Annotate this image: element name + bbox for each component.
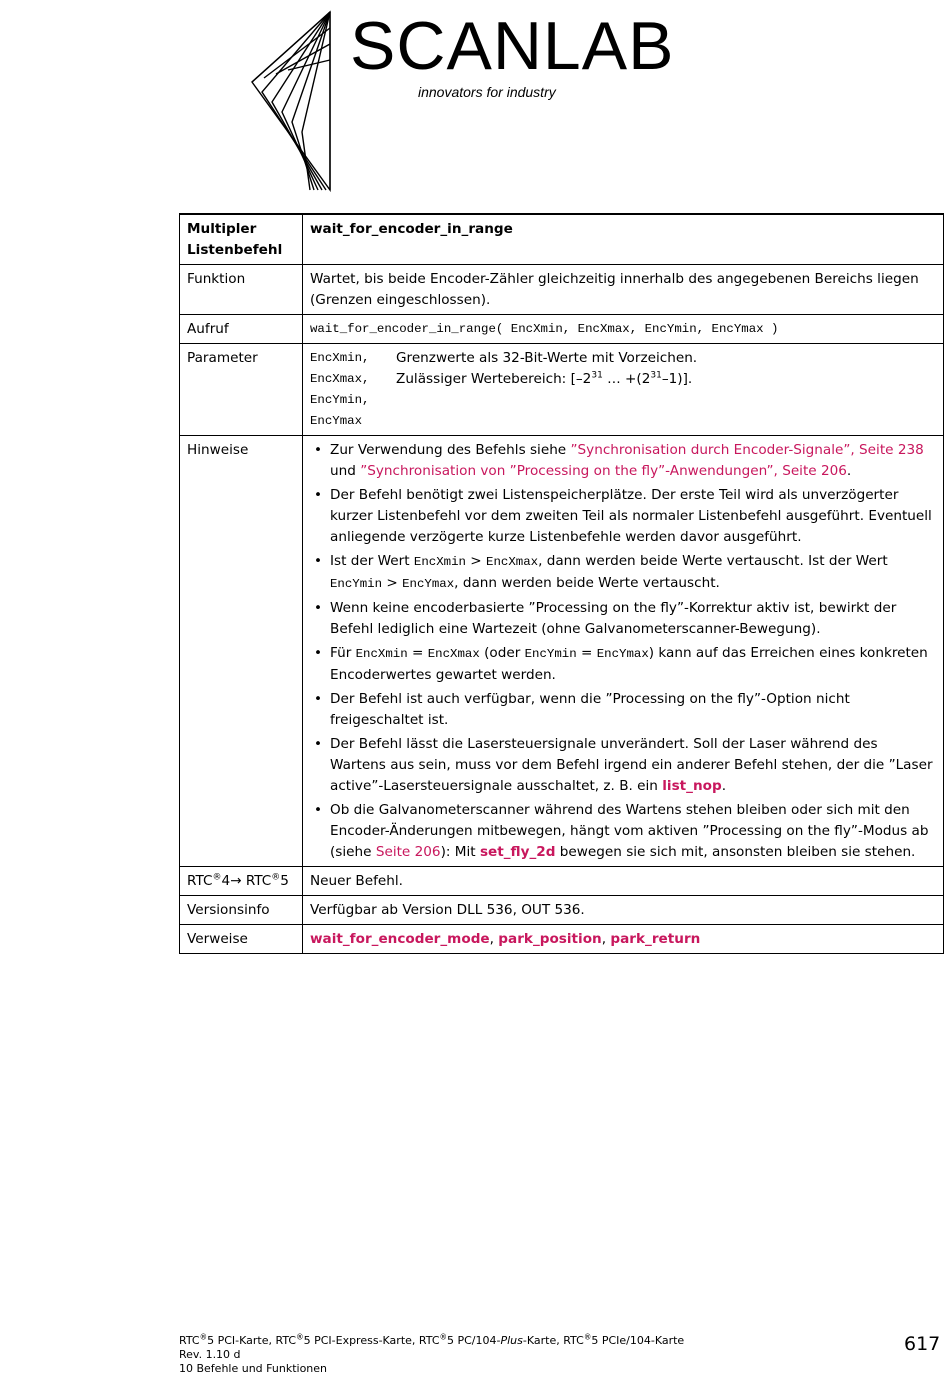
param-encymin: EncYmin, (310, 393, 370, 407)
bullet-icon: • (314, 645, 323, 661)
note-text: . (846, 463, 852, 479)
footer-product-line (179, 1334, 684, 1348)
registered-mark: ® (439, 1332, 447, 1342)
versionsinfo-value: Verfügbar ab Version DLL 536, OUT 536. (303, 896, 944, 925)
rtc-text: RTC (187, 873, 213, 889)
footer-text-italic: Plus (500, 1334, 523, 1347)
hinweise-value (303, 436, 944, 867)
funktion-value: Wartet, bis beide Encoder-Zähler gleichzeitig innerhalb des angegebenen Bereichs liegen (Grenzen eingeschlossen). (303, 265, 944, 315)
code-encxmax: EncXmax (486, 555, 539, 569)
note-text: = (576, 645, 597, 661)
code-encxmax: EncXmax (427, 647, 480, 661)
aufruf-label: Aufruf (180, 315, 303, 344)
footer-text: 5 PCI-Express-Karte, RTC (303, 1334, 440, 1347)
note-text: Der Befehl lässt die Lasersteuersignale unverändert. Soll der Laser während des Wartens aus sein, muss vor dem Befehl irgend ein anderer Befehl stehen, der die ”Laser active”-Lasersteuersignale ausschaltet, z. B. ein (330, 736, 933, 794)
bullet-icon: • (314, 553, 323, 569)
footer-text: 5 PCIe/104-Karte (591, 1334, 685, 1347)
range-exponent-2: 31 (650, 370, 662, 381)
link-set-fly-2d[interactable]: set_fly_2d (479, 844, 556, 860)
verweise-value (303, 925, 944, 954)
rtc-text: 4→ RTC (221, 873, 272, 889)
code-encymax: EncYmax (402, 577, 455, 591)
link-list-nop[interactable]: list_nop (662, 778, 722, 794)
code-encymax: EncYmax (596, 647, 649, 661)
bullet-icon: • (314, 487, 323, 503)
command-name: wait_for_encoder_in_range (303, 214, 944, 265)
link-seite-206[interactable]: Seite 206 (375, 844, 441, 860)
parameter-label: Parameter (180, 344, 303, 436)
link-wait-for-encoder-mode[interactable]: wait_for_encoder_mode (310, 931, 490, 947)
param-encxmax: EncXmax, (310, 372, 370, 386)
bullet-icon: • (314, 802, 323, 818)
note-text: > (465, 553, 487, 569)
code-encxmin: EncXmin (413, 555, 466, 569)
note-item (310, 734, 937, 797)
note-text: , dann werden beide Werte vertauscht. Ist der Wert (538, 553, 888, 569)
row-rtc-migration (180, 867, 944, 896)
note-text: . (721, 778, 727, 794)
range-text-c: –1)]. (661, 371, 693, 387)
footer-revision: Rev. 1.10 d (179, 1348, 241, 1361)
param-encxmin: EncXmin, (310, 351, 370, 365)
page-footer (179, 1334, 684, 1376)
footer-text: -Karte, RTC (522, 1334, 584, 1347)
row-aufruf (180, 315, 944, 344)
separator: , (601, 931, 611, 947)
registered-mark: ® (271, 872, 281, 883)
footer-chapter: 10 Befehle und Funktionen (179, 1362, 328, 1375)
note-text: , dann werden beide Werte vertauscht. (454, 575, 720, 591)
note-text: Für (330, 645, 356, 661)
range-exponent-1: 31 (591, 370, 603, 381)
note-text: > (382, 575, 403, 591)
note-item (310, 689, 937, 731)
note-text: = (407, 645, 428, 661)
bullet-icon: • (314, 736, 323, 752)
note-text: Ist der Wert (330, 553, 414, 569)
code-encxmin: EncXmin (355, 647, 408, 661)
link-synchronisation-processing-on-the-fly[interactable]: ”Synchronisation von ”Processing on the fly”-Anwendungen”, Seite 206 (360, 463, 847, 479)
note-text: Zur Verwendung des Befehls siehe (330, 442, 571, 458)
parameter-names (310, 348, 396, 432)
note-text: Der Befehl benötigt zwei Listenspeicherplätze. Der erste Teil wird als unverzögerter kurzer Listenbefehl vor dem zweiten Teil als normaler Listenbefehl ausgeführt. Eventuell anliegende verzögerte kurze Listenbefehle werden davor ausgeführt. (330, 487, 932, 545)
note-item (310, 440, 937, 482)
note-text: und (330, 463, 361, 479)
bullet-icon: • (314, 600, 323, 616)
verweise-label: Verweise (180, 925, 303, 954)
registered-mark: ® (212, 872, 222, 883)
registered-mark: ® (199, 1332, 208, 1342)
note-item (310, 485, 937, 548)
note-text: bewegen sie sich mit, ansonsten bleiben sie stehen. (555, 844, 916, 860)
range-text-b: … +(2 (602, 371, 651, 387)
note-text: ): Mit (440, 844, 480, 860)
row-hinweise (180, 436, 944, 867)
note-item (310, 551, 937, 595)
row-parameter (180, 344, 944, 436)
note-item (310, 598, 937, 640)
bullet-icon: • (314, 691, 323, 707)
note-text: Ob die Galvanometerscanner während des Wartens stehen bleiben oder sich mit den Encoder-Änderungen mitbewegen, hängt vom aktiven ”Processing on the fly”-Modus ab (siehe (330, 802, 929, 860)
code-encymin: EncYmin (330, 577, 383, 591)
range-text-a: Zulässiger Wertebereich: [–2 (396, 371, 592, 387)
aufruf-value: wait_for_encoder_in_range( EncXmin, EncXmax, EncYmin, EncYmax ) (303, 315, 944, 344)
brand-slogan: innovators for industry (418, 84, 556, 100)
separator: , (489, 931, 499, 947)
note-text: ) kann auf das Erreichen eines konkreten Encoderwertes gewartet werden. (330, 645, 928, 683)
notes-list (310, 440, 937, 863)
rtc-text: 5 (280, 873, 289, 889)
registered-mark: ® (296, 1332, 304, 1342)
link-park-return[interactable]: park_return (610, 931, 701, 947)
note-item (310, 643, 937, 686)
title-label: Multipler Listenbefehl (180, 214, 303, 265)
page-number: 617 (904, 1333, 941, 1355)
command-spec-table (179, 213, 944, 954)
hinweise-label: Hinweise (180, 436, 303, 867)
row-versionsinfo (180, 896, 944, 925)
note-text: Wenn keine encoderbasierte ”Processing on the fly”-Korrektur aktiv ist, bewirkt der Befehl lediglich eine Wartezeit (ohne Galvanometerscanner-Bewegung). (330, 600, 897, 637)
row-funktion (180, 265, 944, 315)
link-park-position[interactable]: park_position (498, 931, 602, 947)
row-verweise (180, 925, 944, 954)
code-encymin: EncYmin (524, 647, 577, 661)
funktion-label: Funktion (180, 265, 303, 315)
note-item (310, 800, 937, 863)
parameter-description (396, 348, 937, 432)
footer-text: RTC (179, 1334, 200, 1347)
link-synchronisation-encoder[interactable]: ”Synchronisation durch Encoder-Signale”, Seite 238 (570, 442, 924, 458)
bullet-icon: • (314, 442, 323, 458)
note-text: Der Befehl ist auch verfügbar, wenn die ”Processing on the fly”-Option nicht freigeschaltet ist. (330, 691, 850, 728)
param-desc-line1: Grenzwerte als 32-Bit-Werte mit Vorzeichen. (396, 350, 698, 366)
footer-text: 5 PC/104- (447, 1334, 501, 1347)
versionsinfo-label: Versionsinfo (180, 896, 303, 925)
brand-wordmark: SCANLAB (350, 8, 675, 84)
param-desc-line2 (396, 369, 937, 390)
registered-mark: ® (583, 1332, 592, 1342)
parameter-value (303, 344, 944, 436)
footer-text: 5 PCI-Karte, RTC (207, 1334, 297, 1347)
parameter-block (310, 348, 937, 432)
row-title (180, 214, 944, 265)
rtc-migration-label (180, 867, 303, 896)
rtc-migration-value: Neuer Befehl. (303, 867, 944, 896)
note-text: (oder (479, 645, 525, 661)
param-encymax: EncYmax (310, 414, 363, 428)
